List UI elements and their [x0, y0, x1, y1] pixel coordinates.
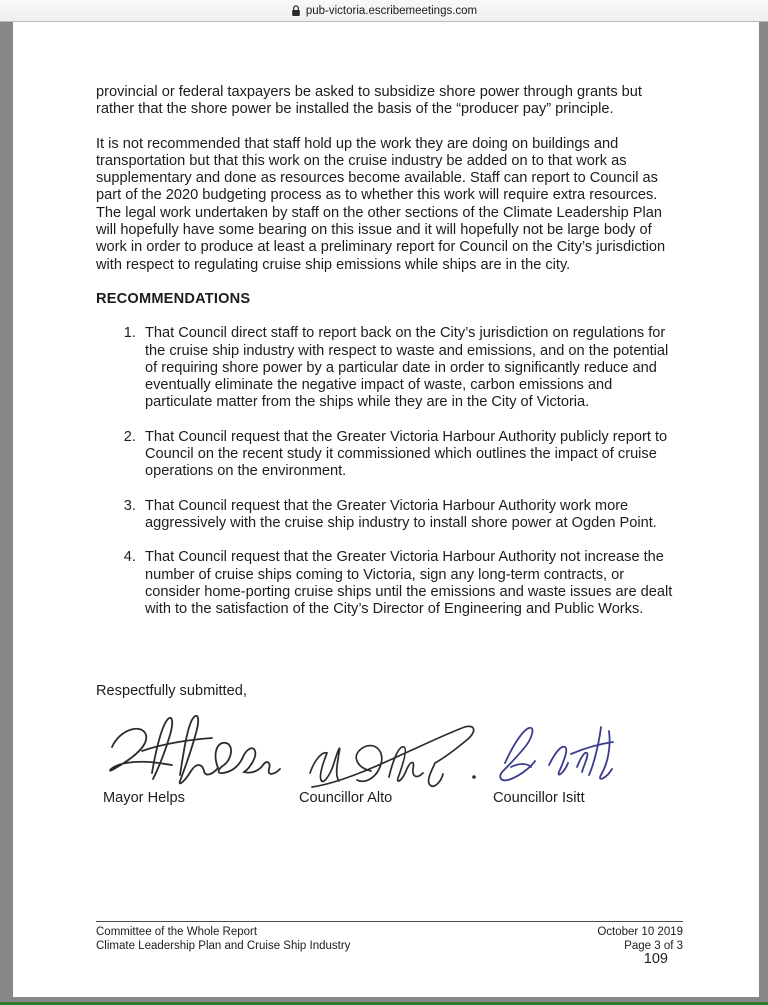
- signature-mayor-helps: [100, 707, 285, 794]
- document-footer: [96, 921, 683, 953]
- url-domain: pub-victoria.escribemeetings.com: [305, 4, 478, 17]
- recommendations-heading: RECOMMENDATIONS: [96, 290, 251, 307]
- closing-line: Respectfully submitted,: [96, 683, 247, 699]
- recommendation-item: 3. That Council request that the Greater Victoria Harbour Authority work more aggressively with the cruise ship industry to install shore power at Ogden Point.: [140, 498, 683, 533]
- signature-councillor-alto: [294, 715, 486, 796]
- paragraph-2: It is not recommended that staff hold up the work they are doing on buildings and transportation but that this work on the cruise industry be added on to that work as supplementary and done as resources become available. Staff can report to Council as part of the 2020 budgeting process as to whether this work will require extra resources. The legal work undertaken by staff on the other sections of the Climate Leadership Plan will hopefully have some bearing on this issue and it will hopefully not be large body of work in order to produce at least a preliminary report for Council on the City’s jurisdiction with respect to regulating cruise ship emissions while ships are in the city.: [96, 135, 666, 273]
- footer-report-subject: Climate Leadership Plan and Cruise Ship Industry: [96, 940, 351, 952]
- signatory-name: Mayor Helps: [103, 790, 185, 806]
- recommendation-item: 2. That Council request that the Greater Victoria Harbour Authority publicly report to Council on the recent study it commissioned which outlines the impact of cruise operations on the environment.: [140, 429, 683, 481]
- recommendations-list: [96, 325, 683, 618]
- lock-icon: [291, 5, 301, 17]
- signatory-names-row: [103, 790, 585, 806]
- document-page: [13, 22, 759, 997]
- footer-report-title: Committee of the Whole Report: [96, 926, 258, 938]
- paragraph-1: provincial or federal taxpayers be asked to subsidize shore power through grants but rather that the shore power be installed the basis of the “producer pay” principle.: [96, 84, 642, 118]
- recommendation-item: 4. That Council request that the Greater Victoria Harbour Authority not increase the number of cruise ships coming to Victoria, sign any long-term contracts, or consider home-porting cruise ships until the emissions and waste issues are dealt with to the satisfaction of the City’s Director of Engineering and Public Works.: [140, 549, 683, 618]
- document-body: [13, 22, 759, 618]
- pdf-page-number: 109: [643, 951, 668, 967]
- browser-url-bar[interactable]: [0, 0, 768, 22]
- signatory-name: Councillor Alto: [299, 790, 393, 806]
- recommendation-item: 1. That Council direct staff to report back on the City’s jurisdiction on regulations for the cruise ship industry with respect to waste and emissions, and on the potential of requiring shore power by a particular date in order to significantly reduce and eventually eliminate the negative impact of waste, carbon emissions and particulate matter from the ships while they are in the City of Victoria.: [140, 325, 683, 411]
- signatory-name: Councillor Isitt: [493, 790, 585, 806]
- footer-date: October 10 2019: [597, 926, 683, 938]
- signature-councillor-isitt: [487, 717, 629, 792]
- footer-page-label: Page 3 of 3: [624, 940, 683, 952]
